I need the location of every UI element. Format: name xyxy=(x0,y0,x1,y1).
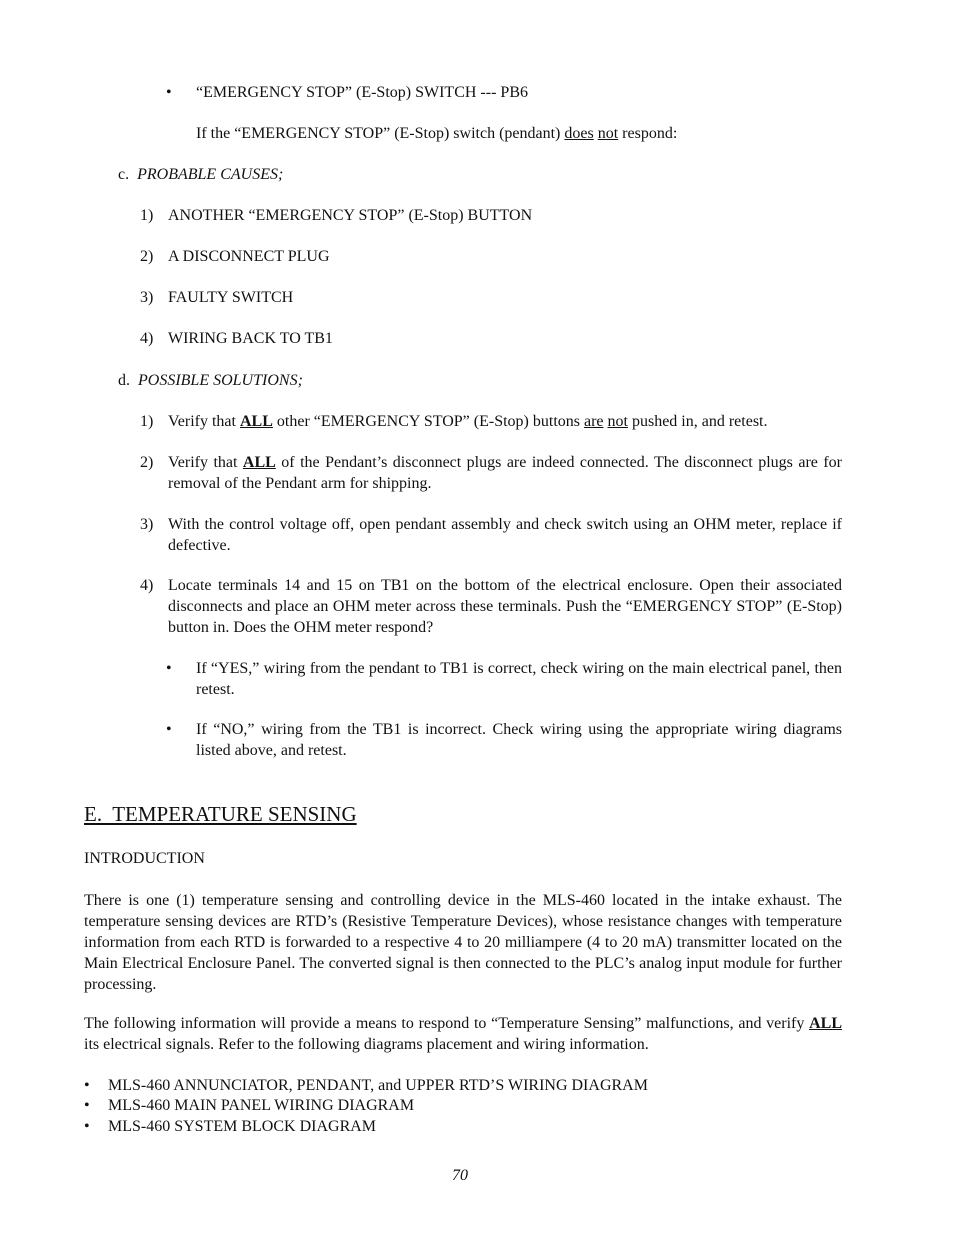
diagram-name: MLS-460 SYSTEM BLOCK DIAGRAM xyxy=(108,1118,377,1135)
list-item xyxy=(140,205,532,226)
sub-bullet-text: If “NO,” wiring from the TB1 is incorrect. Check wiring using the appropriate wiring diagrams listed above, and retest. xyxy=(196,721,842,759)
bullet-icon: • xyxy=(84,1118,90,1135)
item-number: 1) xyxy=(140,413,154,430)
item-text: Verify that ALL of the Pendant’s disconnect plugs are indeed connected. The disconnect plugs are for removal of the Pendant arm for shipping. xyxy=(168,454,842,492)
item-number: 4) xyxy=(140,577,154,594)
diagram-name: MLS-460 ANNUNCIATOR, PENDANT, and UPPER RTD’S WIRING DIAGRAM xyxy=(108,1077,648,1094)
bullet-icon: • xyxy=(166,660,172,677)
list-item xyxy=(84,1116,376,1137)
item-text: A DISCONNECT PLUG xyxy=(168,248,330,265)
diagram-reference-paragraph: The following information will provide a means to respond to “Temperature Sensing” malfunctions, and verify ALL its electrical signals. Refer to the following diagrams placement and wiring information. xyxy=(84,1015,842,1053)
item-number: 1) xyxy=(140,207,154,224)
bullet-icon: • xyxy=(84,1077,90,1094)
emphasis-all: ALL xyxy=(809,1015,842,1032)
item-number: 3) xyxy=(140,516,154,533)
item-number: 4) xyxy=(140,330,154,347)
section-c-marker: c. xyxy=(118,166,130,183)
list-item xyxy=(140,246,330,267)
item-text: ANOTHER “EMERGENCY STOP” (E-Stop) BUTTON xyxy=(168,207,533,224)
followup-pre: If the “EMERGENCY STOP” (E-Stop) switch (pendant) xyxy=(196,125,565,142)
list-item xyxy=(140,328,333,349)
list-item xyxy=(140,287,293,308)
item-text: WIRING BACK TO TB1 xyxy=(168,330,333,347)
item-text: With the control voltage off, open pendant assembly and check switch using an OHM meter, replace if defective. xyxy=(168,516,842,554)
section-d-heading xyxy=(118,370,303,391)
bullet-icon: • xyxy=(166,84,172,101)
sub-bullet-text: If “YES,” wiring from the pendant to TB1 is correct, check wiring on the main electrical panel, then retest. xyxy=(196,660,842,698)
page-number: 70 xyxy=(452,1167,468,1184)
emphasis-all: ALL xyxy=(239,413,273,430)
list-item xyxy=(84,1075,648,1096)
list-item xyxy=(84,1095,414,1116)
diagram-name: MLS-460 MAIN PANEL WIRING DIAGRAM xyxy=(108,1097,415,1114)
bullet-icon: • xyxy=(84,1097,90,1114)
item-text: Verify that ALL other “EMERGENCY STOP” (E-Stop) buttons are not pushed in, and retest. xyxy=(168,413,768,430)
followup-not: not xyxy=(597,125,619,142)
introduction-label: INTRODUCTION xyxy=(84,850,205,867)
item-number: 3) xyxy=(140,289,154,306)
estop-followup xyxy=(196,123,677,144)
item-number: 2) xyxy=(140,454,154,471)
emphasis-all: ALL xyxy=(242,454,276,471)
section-d-marker: d. xyxy=(118,372,130,389)
intro-paragraph: There is one (1) temperature sensing and controlling device in the MLS-460 located in the intake exhaust. The temperature sensing devices are RTD’s (Resistive Temperature Devices), whose resistance changes with temperature information from each RTD is forwarded to a respective 4 to 20 milliampere (4 to 20 mA) transmitter located on the Main Electrical Enclosure Panel. The converted signal is then connected to the PLC’s analog input module for further processing. xyxy=(84,892,842,993)
item-number: 2) xyxy=(140,248,154,265)
section-c-title: PROBABLE CAUSES; xyxy=(137,166,284,183)
section-e-heading: E. TEMPERATURE SENSING xyxy=(84,802,357,826)
item-text: Locate terminals 14 and 15 on TB1 on the bottom of the electrical enclosure. Open their associated disconnects and place an OHM meter across these terminals. Push the “EMERGENCY STOP” (E-Stop) button in. Does the OHM meter respond? xyxy=(168,577,842,636)
bullet-icon: • xyxy=(166,721,172,738)
section-c-heading xyxy=(118,164,283,185)
top-bullet-text: “EMERGENCY STOP” (E-Stop) SWITCH --- PB6 xyxy=(196,84,528,101)
followup-post: respond: xyxy=(618,125,678,142)
section-d-title: POSSIBLE SOLUTIONS; xyxy=(138,372,303,389)
item-text: FAULTY SWITCH xyxy=(168,289,294,306)
followup-does: does xyxy=(564,125,594,142)
